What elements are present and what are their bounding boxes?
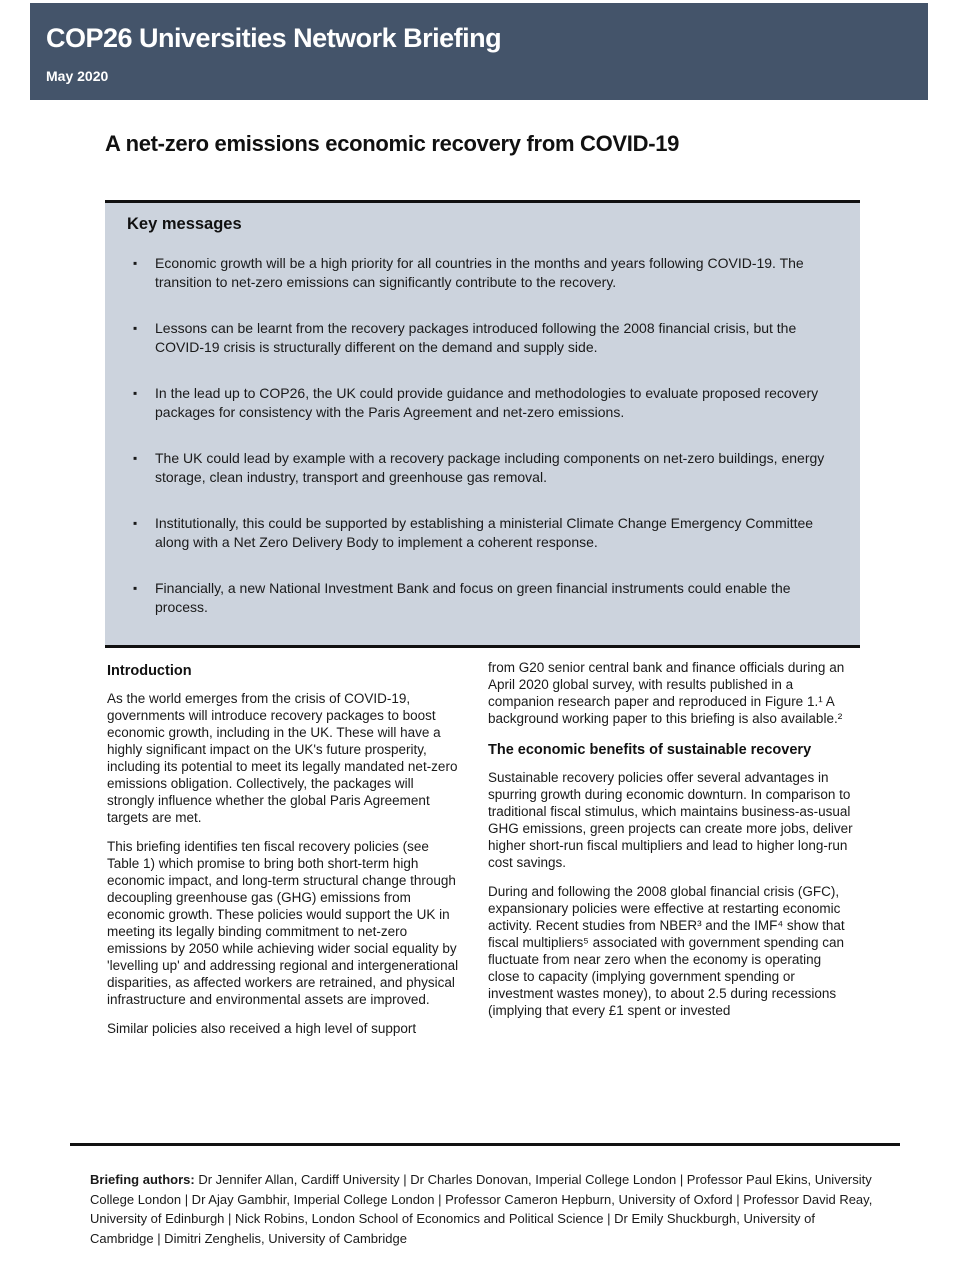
key-message-item: ▪ The UK could lead by example with a recovery package including components on net-zero buildings, energy storage, clean industry, transport and greenhouse gas removal. — [127, 449, 834, 487]
footer-authors-text: Dr Jennifer Allan, Cardiff University | Dr Charles Donovan, Imperial College London | Professor Paul Ekins, University College London | Dr Ajay Gambhir, Imperial College London | Professor Cameron Hepburn, University of Oxford | Professor David Reay, University of Edinburgh | Nick Robins, London School of Economics and Political Science | Dr Emily Shuckburgh, University of Cambridge | Dimitri Zenghelis, University of Cambridge — [90, 1172, 873, 1246]
right-column — [488, 659, 854, 1031]
header-date: May 2020 — [46, 68, 109, 84]
footer-authors-label: Briefing authors: — [90, 1172, 195, 1187]
key-message-item: ▪ Lessons can be learnt from the recovery packages introduced following the 2008 financial crisis, but the COVID-19 crisis is structurally different on the demand and supply side. — [127, 319, 834, 357]
key-message-item: ▪ Economic growth will be a high priority for all countries in the months and years following COVID-19. The transition to net-zero emissions can significantly contribute to the recovery. — [127, 254, 834, 292]
introduction-paragraph: Similar policies also received a high level of support — [107, 1021, 417, 1036]
introduction-paragraph-continued: from G20 senior central bank and finance officials during an April 2020 global survey, with results published in a companion research paper and reproduced in Figure 1.¹ A background working paper to this briefing is also available.² — [488, 660, 845, 726]
key-messages-list — [127, 254, 834, 648]
page-title: A net-zero emissions economic recovery from COVID-19 — [105, 131, 680, 156]
key-messages-heading: Key messages — [127, 215, 242, 233]
economic-benefits-heading: The economic benefits of sustainable recovery — [488, 742, 812, 758]
key-messages-box — [105, 200, 860, 648]
header-bar — [30, 3, 928, 100]
economic-benefits-paragraph: During and following the 2008 global financial crisis (GFC), expansionary policies were effective at restarting economic activity. Recent studies from NBER³ and the IMF⁴ show that fiscal multipliers⁵ associated with government spending can fluctuate from near zero when the economy is operating close to capacity (implying government spending or investment wastes money), to about 2.5 during recessions (implying that every £1 spent or invested — [488, 884, 845, 1018]
key-message-item — [127, 644, 834, 648]
key-message-item: ▪ Institutionally, this could be supported by establishing a ministerial Climate Change Emergency Committee along with a Net Zero Delivery Body to implement a coherent response. — [127, 514, 834, 552]
key-message-item: ▪ Financially, a new National Investment Bank and focus on green financial instruments could enable the process. — [127, 579, 834, 617]
footer-divider — [70, 1143, 900, 1146]
economic-benefits-paragraph: Sustainable recovery policies offer several advantages in spurring growth during economic downturn. In comparison to traditional fiscal stimulus, which maintains business-as-usual GHG emissions, green projects can create more jobs, deliver higher short-run fiscal multipliers and lead to higher long-run cost savings. — [488, 770, 853, 870]
left-column — [107, 662, 463, 1049]
introduction-heading: Introduction — [107, 663, 192, 679]
footer-authors — [90, 1170, 882, 1248]
introduction-paragraph: As the world emerges from the crisis of COVID-19, governments will introduce recovery packages to boost economic growth, including in the UK. These will have a highly significant impact on the UK's future prosperity, including its potential to meet its legally mandated net-zero emissions obligation. Collectively, the packages will strongly influence whether the global Paris Agreement targets are met. — [107, 691, 458, 825]
key-message-item: ▪ In the lead up to COP26, the UK could provide guidance and methodologies to evaluate proposed recovery packages for consistency with the Paris Agreement and net-zero emissions. — [127, 384, 834, 422]
introduction-paragraph: This briefing identifies ten fiscal recovery policies (see Table 1) which promise to bring both short-term high economic impact, and long-term structural change through decoupling greenhouse gas (GHG) emissions from economic growth. These policies would support the UK in meeting its legally binding commitment to net-zero emissions by 2050 while achieving wider social equality by 'levelling up' and addressing regional and intergenerational disparities, as affected workers are retrained, and physical infrastructure and environmental assets are improved. — [107, 839, 459, 1007]
header-title: COP26 Universities Network Briefing — [46, 23, 502, 53]
